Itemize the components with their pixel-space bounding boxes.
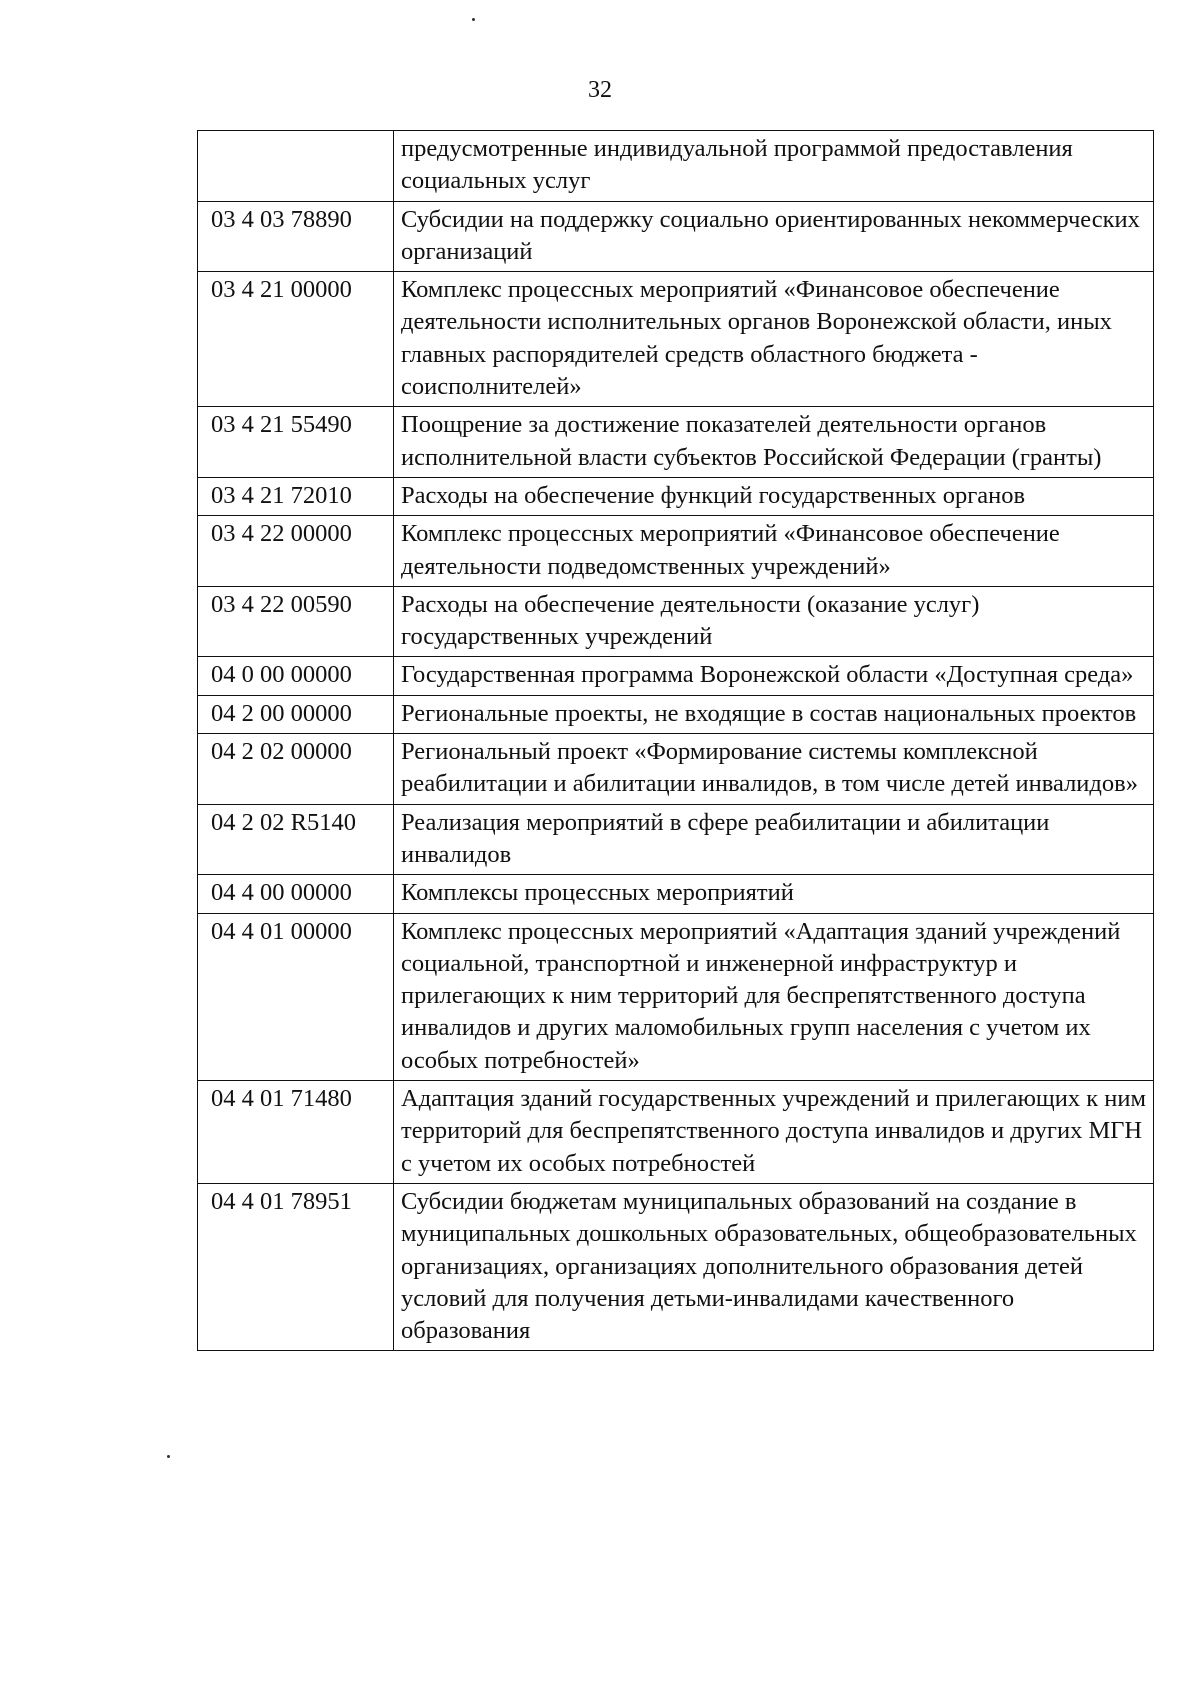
- row-code: [198, 131, 394, 202]
- row-description: Комплекс процессных мероприятий «Адаптация зданий учреждений социальной, транспортной и инженерной инфраструктур и прилегающих к ним территорий для беспрепятственного доступа инвалидов и других маломобильных групп населения с учетом их особых потребностей»: [394, 913, 1154, 1080]
- table-row: [198, 804, 1154, 875]
- row-description: Расходы на обеспечение функций государственных органов: [394, 477, 1154, 515]
- table-row: [198, 734, 1154, 805]
- row-code: 03 4 21 55490: [198, 407, 394, 478]
- table-row: [198, 1183, 1154, 1350]
- table-row: [198, 131, 1154, 202]
- row-description: Комплексы процессных мероприятий: [394, 875, 1154, 913]
- table-row: [198, 272, 1154, 407]
- scan-speck-left: [167, 1455, 170, 1458]
- row-description: Региональные проекты, не входящие в состав национальных проектов: [394, 695, 1154, 733]
- page-number: 32: [588, 77, 612, 103]
- budget-classification-table: [197, 130, 1154, 1351]
- table-body: [198, 131, 1154, 1351]
- row-description: предусмотренные индивидуальной программой предоставления социальных услуг: [394, 131, 1154, 202]
- table-row: [198, 477, 1154, 515]
- row-code: 03 4 22 00590: [198, 586, 394, 657]
- table-row: [198, 516, 1154, 587]
- table-row: [198, 201, 1154, 272]
- row-description: Адаптация зданий государственных учреждений и прилегающих к ним территорий для беспрепятственного доступа инвалидов и других МГН с учетом их особых потребностей: [394, 1081, 1154, 1184]
- row-description: Государственная программа Воронежской области «Доступная среда»: [394, 657, 1154, 695]
- table-row: [198, 695, 1154, 733]
- table-row: [198, 586, 1154, 657]
- table-row: [198, 657, 1154, 695]
- row-code: 03 4 21 72010: [198, 477, 394, 515]
- row-code: 04 2 00 00000: [198, 695, 394, 733]
- row-code: 04 4 01 00000: [198, 913, 394, 1080]
- row-code: 04 2 02 00000: [198, 734, 394, 805]
- table-row: [198, 875, 1154, 913]
- row-code: 04 4 00 00000: [198, 875, 394, 913]
- table-row: [198, 913, 1154, 1080]
- row-code: 04 4 01 78951: [198, 1183, 394, 1350]
- row-description: Региональный проект «Формирование системы комплексной реабилитации и абилитации инвалидов, в том числе детей инвалидов»: [394, 734, 1154, 805]
- row-description: Поощрение за достижение показателей деятельности органов исполнительной власти субъектов Российской Федерации (гранты): [394, 407, 1154, 478]
- scan-speck-top: [472, 18, 475, 21]
- row-description: Комплекс процессных мероприятий «Финансовое обеспечение деятельности исполнительных органов Воронежской области, иных главных распорядителей средств областного бюджета - соисполнителей»: [394, 272, 1154, 407]
- row-code: 03 4 22 00000: [198, 516, 394, 587]
- row-code: 03 4 21 00000: [198, 272, 394, 407]
- row-description: Расходы на обеспечение деятельности (оказание услуг) государственных учреждений: [394, 586, 1154, 657]
- row-description: Субсидии на поддержку социально ориентированных некоммерческих организаций: [394, 201, 1154, 272]
- table-row: [198, 1081, 1154, 1184]
- row-description: Субсидии бюджетам муниципальных образований на создание в муниципальных дошкольных образовательных, общеобразовательных организациях, организациях дополнительного образования детей условий для получения детьми-инвалидами качественного образования: [394, 1183, 1154, 1350]
- table-row: [198, 407, 1154, 478]
- row-description: Реализация мероприятий в сфере реабилитации и абилитации инвалидов: [394, 804, 1154, 875]
- row-code: 04 0 00 00000: [198, 657, 394, 695]
- row-code: 03 4 03 78890: [198, 201, 394, 272]
- row-description: Комплекс процессных мероприятий «Финансовое обеспечение деятельности подведомственных учреждений»: [394, 516, 1154, 587]
- row-code: 04 4 01 71480: [198, 1081, 394, 1184]
- row-code: 04 2 02 R5140: [198, 804, 394, 875]
